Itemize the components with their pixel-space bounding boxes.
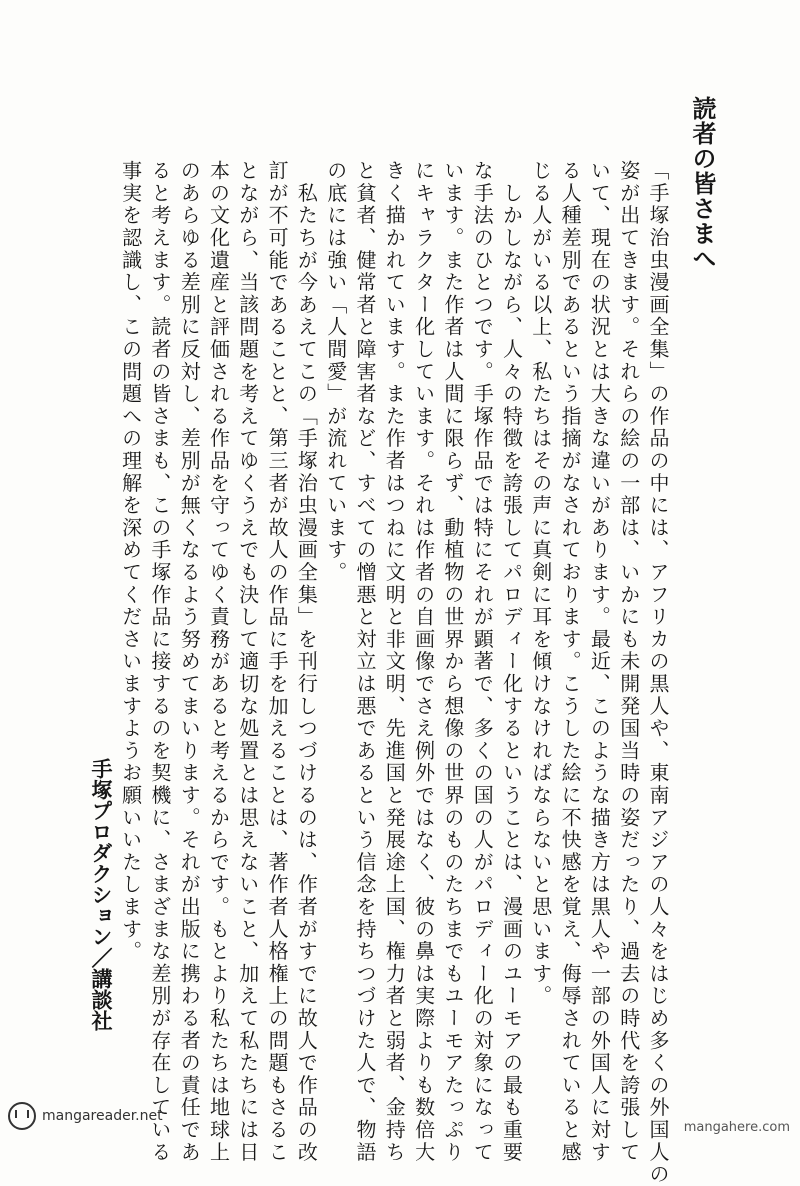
text-column: る人種差別であるという指摘がなされております。こうした絵に不快感を覚え、侮辱されていると感 [558,160,583,1164]
page-title: 読者の皆さまへ [688,96,716,271]
speech-bubble-icon [8,1102,36,1130]
text-column: と貧者、健常者と障害者など、すべての憎悪と対立は悪であるという信念を持ちつづけた人で、物語 [353,160,377,1164]
publisher-signature: 手塚プロダクション／講談社 [89,758,113,1031]
text-column: 事実を認識し、この問題への理解を深めてくださいますようお願いいたします。 [118,160,143,963]
text-column: 私たちが今あえてこの「手塚治虫漫画全集」を刊行しつづけるのは、作者がすでに故人で作品の改 [294,160,319,1164]
text-column: の底には強い「人間愛」が流れています。 [323,160,348,584]
text-column: きく描かれています。また作者はつねに文明と非文明、先進国と発展途上国、権力者と弱者、金持ち [382,160,407,1164]
text-column: 訂が不可能であることと、第三者が故人の作品に手を加えることは、著作者人格権上の問題もさるこ [265,160,290,1164]
watermark-left-text: mangareader.net [42,1108,163,1124]
text-column: な手法のひとつです。手塚作品では特にそれが顕著で、多くの国の人がパロディー化の対象になって [470,160,495,1164]
watermark-right: mangahere.com [683,1120,790,1135]
text-column: ると考えます。読者の皆さまも、この手塚作品に接するのを契機に、さまざまな差別が存在している [147,160,172,1164]
text-column: じる人がいる以上、私たちはその声に真剣に耳を傾けなければならないと思います。 [528,160,553,1008]
text-column: 姿が出てきます。それらの絵の一部は、いかにも未開発国当時の姿だったり、過去の時代を誇張して [616,160,641,1164]
text-column: います。また作者は人間に限らず、動植物の世界から想像の世界のものたちまでもユーモアたっぷり [440,160,465,1164]
watermark-left [8,1102,163,1130]
text-column: しかしながら、人々の特徴を誇張してパロディー化するということは、漫画のユーモアの最も重要 [499,160,524,1164]
text-column: 本の文化遺産と評価される作品を守ってゆく責務があると考えるからです。もとより私たちは地球上 [206,160,231,1164]
text-column: いて、現在の状況とは大きな違いがあります。最近、このような描き方は黒人や一部の外国人に対す [587,160,612,1164]
text-column: 「手塚治虫漫画全集」の作品の中には、アフリカの黒人や、東南アジアの人々をはじめ多くの外国人の [646,160,670,1186]
text-column: にキャラクター化しています。それは作者の自画像でさえ例外ではなく、彼の鼻は実際よりも数倍大 [411,160,436,1164]
text-column: とながら、当該問題を考えてゆくうえでも決して適切な処置とは思えないこと、加えて私たちには日 [235,160,260,1164]
text-column: のあらゆる差別に反対し、差別が無くなるよう努めてまいります。それが出版に携わる者の責任であ [177,160,202,1164]
